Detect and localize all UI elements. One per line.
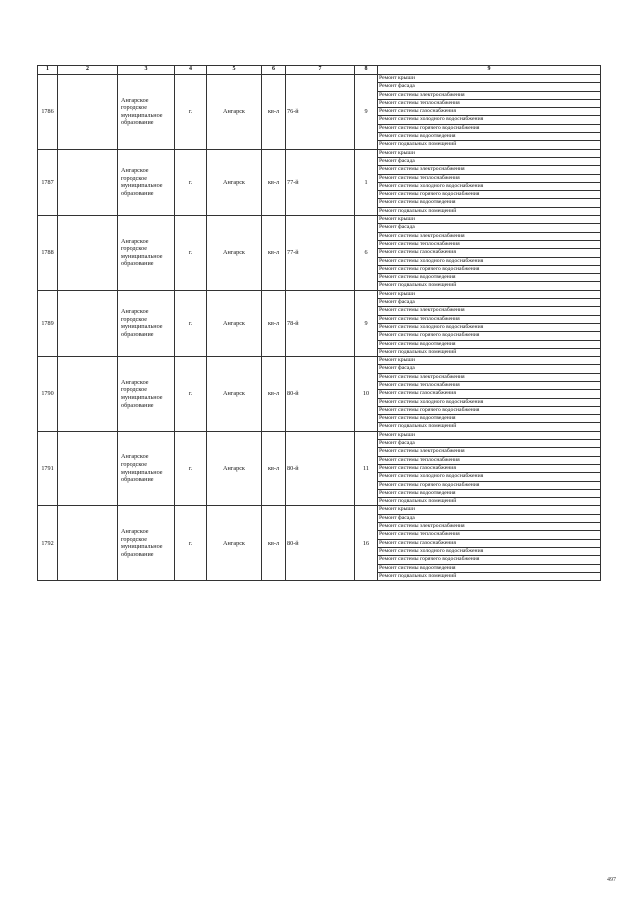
repair-work-item: Ремонт системы теплоснабжения xyxy=(378,456,601,464)
repair-work-item: Ремонт крыши xyxy=(378,149,601,157)
empty-cell xyxy=(58,506,118,581)
street-type: кв-л xyxy=(262,216,286,291)
repair-work-item: Ремонт подвальных помещений xyxy=(378,207,601,215)
repair-work-item: Ремонт системы электроснабжения xyxy=(378,232,601,240)
column-header-7: 7 xyxy=(286,66,355,75)
repair-work-item: Ремонт системы теплоснабжения xyxy=(378,240,601,248)
house-number: 6 xyxy=(355,216,378,291)
repair-work-item: Ремонт фасада xyxy=(378,365,601,373)
table-row xyxy=(38,357,601,365)
municipality-name: Ангарское городское муниципальное образование xyxy=(118,216,175,291)
repair-work-item: Ремонт системы водоотведения xyxy=(378,133,601,141)
repair-work-item: Ремонт системы газоснабжения xyxy=(378,249,601,257)
settlement-type: г. xyxy=(175,506,207,581)
repair-work-item: Ремонт системы горячего водоснабжения xyxy=(378,191,601,199)
municipality-name: Ангарское городское муниципальное образование xyxy=(118,357,175,432)
repair-work-item: Ремонт системы водоотведения xyxy=(378,199,601,207)
repair-work-item: Ремонт системы электроснабжения xyxy=(378,373,601,381)
repair-work-item: Ремонт системы газоснабжения xyxy=(378,390,601,398)
settlement-name: Ангарск xyxy=(207,216,262,291)
house-number: 9 xyxy=(355,290,378,356)
street-name: 80-й xyxy=(286,357,355,432)
repair-work-item: Ремонт системы водоотведения xyxy=(378,415,601,423)
empty-cell xyxy=(58,75,118,150)
repair-work-item: Ремонт системы водоотведения xyxy=(378,489,601,497)
street-name: 77-й xyxy=(286,216,355,291)
repair-work-item: Ремонт подвальных помещений xyxy=(378,348,601,356)
municipality-name: Ангарское городское муниципальное образование xyxy=(118,506,175,581)
repair-work-item: Ремонт системы горячего водоснабжения xyxy=(378,124,601,132)
street-name: 77-й xyxy=(286,149,355,215)
empty-cell xyxy=(58,149,118,215)
repair-work-item: Ремонт системы теплоснабжения xyxy=(378,174,601,182)
street-type: кв-л xyxy=(262,75,286,150)
settlement-name: Ангарск xyxy=(207,290,262,356)
empty-cell xyxy=(58,431,118,506)
repair-work-item: Ремонт подвальных помещений xyxy=(378,282,601,290)
repair-work-item: Ремонт системы горячего водоснабжения xyxy=(378,265,601,273)
repair-work-item: Ремонт системы теплоснабжения xyxy=(378,315,601,323)
repair-work-item: Ремонт крыши xyxy=(378,216,601,224)
repair-work-item: Ремонт подвальных помещений xyxy=(378,498,601,506)
repair-work-item: Ремонт системы водоотведения xyxy=(378,340,601,348)
repair-work-item: Ремонт системы теплоснабжения xyxy=(378,531,601,539)
municipality-name: Ангарское городское муниципальное образование xyxy=(118,431,175,506)
settlement-name: Ангарск xyxy=(207,75,262,150)
street-name: 78-й xyxy=(286,290,355,356)
repair-work-item: Ремонт фасада xyxy=(378,157,601,165)
repair-work-item: Ремонт системы горячего водоснабжения xyxy=(378,481,601,489)
repair-work-item: Ремонт системы холодного водоснабжения xyxy=(378,182,601,190)
repair-work-item: Ремонт системы холодного водоснабжения xyxy=(378,547,601,555)
house-number: 1 xyxy=(355,149,378,215)
repair-work-item: Ремонт системы электроснабжения xyxy=(378,91,601,99)
column-header-9: 9 xyxy=(378,66,601,75)
table-row xyxy=(38,149,601,157)
municipality-name: Ангарское городское муниципальное образование xyxy=(118,75,175,150)
repair-work-item: Ремонт системы холодного водоснабжения xyxy=(378,257,601,265)
column-header-6: 6 xyxy=(262,66,286,75)
column-header-2: 2 xyxy=(58,66,118,75)
repair-work-item: Ремонт подвальных помещений xyxy=(378,423,601,431)
street-type: кв-л xyxy=(262,357,286,432)
table-body xyxy=(38,75,601,581)
street-type: кв-л xyxy=(262,149,286,215)
repair-work-item: Ремонт системы электроснабжения xyxy=(378,307,601,315)
street-name: 76-й xyxy=(286,75,355,150)
house-number: 16 xyxy=(355,506,378,581)
repair-work-item: Ремонт системы горячего водоснабжения xyxy=(378,406,601,414)
repair-work-item: Ремонт крыши xyxy=(378,506,601,514)
capital-repair-table xyxy=(37,65,601,581)
house-number: 11 xyxy=(355,431,378,506)
repair-work-item: Ремонт системы теплоснабжения xyxy=(378,381,601,389)
empty-cell xyxy=(58,290,118,356)
house-number: 10 xyxy=(355,357,378,432)
repair-work-item: Ремонт системы горячего водоснабжения xyxy=(378,556,601,564)
record-number: 1788 xyxy=(38,216,58,291)
house-number: 9 xyxy=(355,75,378,150)
repair-work-item: Ремонт системы электроснабжения xyxy=(378,166,601,174)
page-number: 497 xyxy=(607,877,616,883)
empty-cell xyxy=(58,216,118,291)
repair-work-item: Ремонт системы электроснабжения xyxy=(378,448,601,456)
column-header-5: 5 xyxy=(207,66,262,75)
repair-work-item: Ремонт системы холодного водоснабжения xyxy=(378,116,601,124)
repair-work-item: Ремонт системы горячего водоснабжения xyxy=(378,332,601,340)
empty-cell xyxy=(58,357,118,432)
municipality-name: Ангарское городское муниципальное образование xyxy=(118,290,175,356)
repair-work-item: Ремонт фасада xyxy=(378,224,601,232)
settlement-name: Ангарск xyxy=(207,357,262,432)
repair-work-item: Ремонт крыши xyxy=(378,357,601,365)
table-row xyxy=(38,216,601,224)
repair-work-item: Ремонт крыши xyxy=(378,75,601,83)
column-header-8: 8 xyxy=(355,66,378,75)
column-header-3: 3 xyxy=(118,66,175,75)
settlement-type: г. xyxy=(175,149,207,215)
repair-work-item: Ремонт системы водоотведения xyxy=(378,564,601,572)
municipality-name: Ангарское городское муниципальное образование xyxy=(118,149,175,215)
repair-work-item: Ремонт системы холодного водоснабжения xyxy=(378,473,601,481)
record-number: 1790 xyxy=(38,357,58,432)
table-row xyxy=(38,290,601,298)
street-type: кв-л xyxy=(262,290,286,356)
repair-work-item: Ремонт крыши xyxy=(378,431,601,439)
repair-work-item: Ремонт системы холодного водоснабжения xyxy=(378,398,601,406)
repair-work-item: Ремонт системы водоотведения xyxy=(378,274,601,282)
record-number: 1786 xyxy=(38,75,58,150)
record-number: 1789 xyxy=(38,290,58,356)
table-row xyxy=(38,506,601,514)
repair-work-item: Ремонт фасада xyxy=(378,514,601,522)
repair-work-item: Ремонт системы газоснабжения xyxy=(378,539,601,547)
table-row xyxy=(38,431,601,439)
repair-work-item: Ремонт подвальных помещений xyxy=(378,572,601,580)
settlement-type: г. xyxy=(175,290,207,356)
street-type: кв-л xyxy=(262,506,286,581)
repair-work-item: Ремонт системы электроснабжения xyxy=(378,523,601,531)
settlement-type: г. xyxy=(175,431,207,506)
repair-work-item: Ремонт системы холодного водоснабжения xyxy=(378,323,601,331)
street-name: 80-й xyxy=(286,506,355,581)
settlement-type: г. xyxy=(175,75,207,150)
repair-work-item: Ремонт фасада xyxy=(378,83,601,91)
repair-work-item: Ремонт крыши xyxy=(378,290,601,298)
record-number: 1792 xyxy=(38,506,58,581)
repair-work-item: Ремонт подвальных помещений xyxy=(378,141,601,149)
settlement-type: г. xyxy=(175,216,207,291)
repair-work-item: Ремонт системы газоснабжения xyxy=(378,108,601,116)
column-header-4: 4 xyxy=(175,66,207,75)
repair-work-item: Ремонт фасада xyxy=(378,299,601,307)
settlement-name: Ангарск xyxy=(207,431,262,506)
settlement-name: Ангарск xyxy=(207,506,262,581)
repair-work-item: Ремонт фасада xyxy=(378,440,601,448)
settlement-type: г. xyxy=(175,357,207,432)
street-type: кв-л xyxy=(262,431,286,506)
header-row xyxy=(38,66,601,75)
repair-work-item: Ремонт системы теплоснабжения xyxy=(378,99,601,107)
settlement-name: Ангарск xyxy=(207,149,262,215)
record-number: 1787 xyxy=(38,149,58,215)
street-name: 80-й xyxy=(286,431,355,506)
record-number: 1791 xyxy=(38,431,58,506)
repair-work-item: Ремонт системы газоснабжения xyxy=(378,464,601,472)
column-header-1: 1 xyxy=(38,66,58,75)
table-row xyxy=(38,75,601,83)
